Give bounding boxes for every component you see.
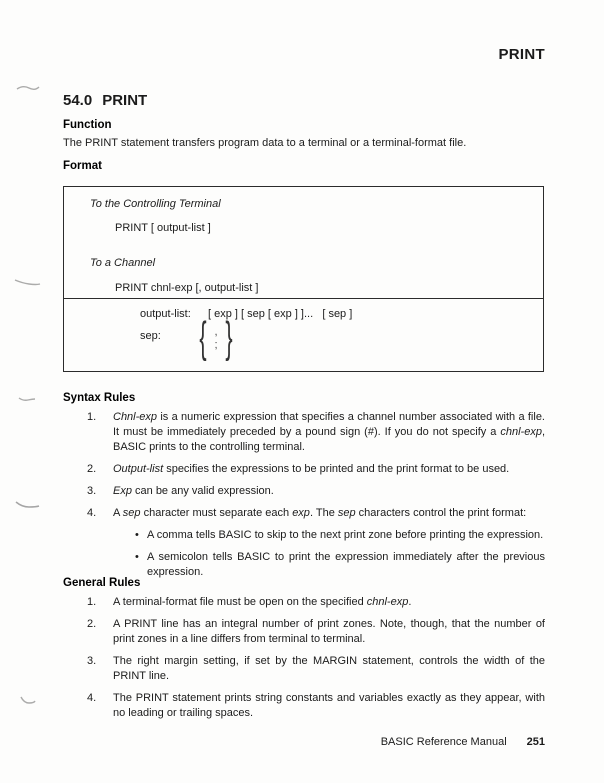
open-brace-icon: { [199, 314, 207, 363]
general-rules-section [63, 577, 545, 728]
margin-mark-icon [15, 498, 40, 512]
rule-text: The right margin setting, if set by the MARGIN statement, controls the width of the PRINT line. [113, 655, 545, 682]
close-brace-icon: } [225, 314, 233, 363]
rule-bullets [113, 528, 545, 580]
rule-number: 3. [87, 485, 97, 497]
rule-text: Chnl-exp is a numeric expression that specifies a channel number associated with a file. It must be immediately preceded by a pound sign (#). If you do not specify a chnl-exp, BASIC prints to the controlling terminal. [113, 411, 545, 453]
rule-number: 2. [87, 463, 97, 475]
syntax-rule-1 [63, 410, 545, 455]
margin-mark-icon [16, 82, 40, 94]
sep-choice [198, 314, 234, 363]
rule-number: 2. [87, 618, 97, 630]
rule-text: The PRINT statement prints string constants and variables exactly as they appear, with no leading or trailing spaces. [113, 692, 545, 719]
format-box [63, 186, 544, 372]
function-body: The PRINT statement transfers program data to a terminal or a terminal-format file. [63, 137, 467, 149]
general-rules-heading: General Rules [63, 577, 141, 589]
format-box-divider [63, 298, 544, 299]
rule-number: 4. [87, 507, 97, 519]
syntax-rule-4 [63, 506, 545, 587]
format-channel-syntax: PRINT chnl-exp [, output-list ] [115, 282, 259, 294]
format-heading: Format [63, 160, 102, 172]
running-title: PRINT [498, 46, 545, 63]
rule-text [113, 506, 545, 587]
rule-number: 1. [87, 596, 97, 608]
rule-text: Output-list specifies the expressions to be printed and the print format to be used. [113, 463, 510, 475]
syntax-rule-3 [63, 484, 545, 499]
bullet-text: A semicolon tells BASIC to print the expression immediately after the previous expression. [147, 551, 545, 578]
rule-number: 4. [87, 692, 97, 704]
section-number: 54.0 [63, 92, 93, 109]
format-terminal-label: To the Controlling Terminal [90, 198, 221, 210]
bullet-item [113, 550, 545, 580]
syntax-rules-section [63, 392, 545, 594]
margin-mark-icon [18, 394, 36, 404]
rule-text: A terminal-format file must be open on the specified chnl-exp. [113, 596, 412, 608]
general-rule-4 [63, 691, 545, 721]
page-footer [381, 736, 545, 748]
output-list-label: output-list: [140, 308, 191, 320]
manual-title: BASIC Reference Manual [380, 736, 507, 748]
section-heading [63, 92, 147, 109]
sep-option-comma: , [214, 326, 218, 338]
format-terminal-syntax: PRINT [ output-list ] [115, 222, 211, 234]
rule-number: 1. [87, 411, 97, 423]
sep-label: sep: [140, 330, 161, 342]
bullet-icon: • [135, 529, 139, 541]
section-title: PRINT [102, 92, 148, 109]
page-number: 251 [526, 736, 545, 748]
rule-text: Exp can be any valid expression. [113, 485, 274, 497]
bullet-icon: • [135, 551, 139, 563]
function-heading: Function [63, 119, 112, 131]
bullet-item [113, 528, 545, 543]
margin-mark-icon [14, 275, 41, 289]
syntax-rule-2 [63, 462, 545, 477]
output-list-value: [ exp ] [ sep [ exp ] ]... [ sep ] [208, 308, 353, 320]
margin-mark-icon [20, 694, 36, 706]
syntax-rules-heading: Syntax Rules [63, 392, 136, 404]
bullet-text: A comma tells BASIC to skip to the next print zone before printing the expression. [147, 529, 544, 541]
rule-text: A PRINT line has an integral number of print zones. Note, though, that the number of print zones in a line differs from terminal to terminal. [113, 618, 545, 645]
general-rule-2 [63, 617, 545, 647]
general-rule-1 [63, 595, 545, 610]
rule-text-segments: A sep character must separate each exp. The sep characters control the print format: [113, 507, 527, 519]
rule-number: 3. [87, 655, 97, 667]
sep-option-semicolon: ; [214, 339, 218, 351]
general-rule-3 [63, 654, 545, 684]
format-channel-label: To a Channel [90, 257, 156, 269]
